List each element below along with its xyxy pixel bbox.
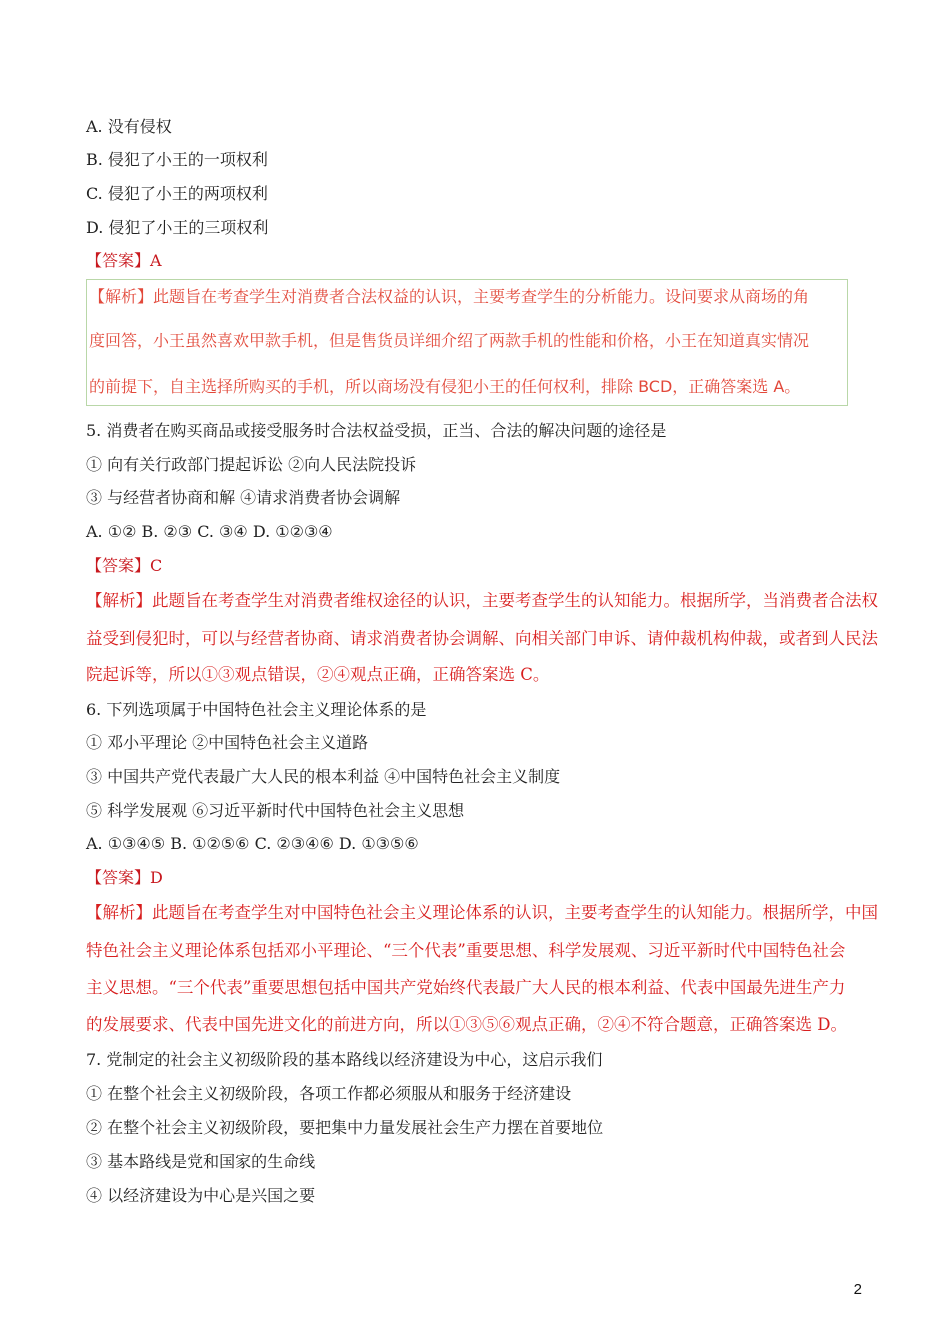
- q4-explanation-line: 【解析】此题旨在考查学生对消费者合法权益的认识，主要考查学生的分析能力。设问要求从商场的角: [89, 287, 810, 306]
- q6-options: A. ①③④⑤ B. ①②⑤⑥ C. ②③④⑥ D. ①③⑤⑥: [86, 834, 419, 853]
- q7-item: ② 在整个社会主义初级阶段，要把集中力量发展社会生产力摆在首要地位: [86, 1118, 604, 1137]
- q4-option-c: C. 侵犯了小王的两项权利: [86, 184, 268, 203]
- q7-item: ③ 基本路线是党和国家的生命线: [86, 1152, 316, 1171]
- q5-item: ③ 与经营者协商和解 ④请求消费者协会调解: [86, 488, 401, 507]
- q5-answer: 【答案】C: [86, 556, 163, 575]
- q4-option-a: A. 没有侵权: [86, 117, 172, 136]
- q6-item: ⑤ 科学发展观 ⑥习近平新时代中国特色社会主义思想: [86, 801, 465, 820]
- q4-explanation-line: 的前提下，自主选择所购买的手机，所以商场没有侵犯小王的任何权利，排除 BCD，正确答案选 A。: [89, 377, 801, 396]
- q6-explanation-line: 【解析】此题旨在考查学生对中国特色社会主义理论体系的认识，主要考查学生的认知能力。根据所学，中国: [86, 903, 878, 922]
- q6-explanation-line: 主义思想。“三个代表”重要思想包括中国共产党始终代表最广大人民的根本利益、代表中国最先进生产力: [86, 978, 846, 997]
- q4-option-d: D. 侵犯了小王的三项权利: [86, 218, 269, 237]
- q5-explanation-line: 益受到侵犯时，可以与经营者协商、请求消费者协会调解、向相关部门申诉、请仲裁机构仲裁，或者到人民法: [86, 629, 878, 648]
- q4-explanation-box: [86, 279, 848, 406]
- q6-stem: 6. 下列选项属于中国特色社会主义理论体系的是: [86, 700, 427, 719]
- q6-explanation-line: 特色社会主义理论体系包括邓小平理论、“三个代表”重要思想、科学发展观、习近平新时代中国特色社会: [86, 941, 846, 960]
- q6-answer: 【答案】D: [86, 868, 163, 887]
- q6-explanation-line: 的发展要求、代表中国先进文化的前进方向，所以①③⑤⑥观点正确，②④不符合题意，正确答案选 D。: [86, 1015, 847, 1034]
- q5-stem: 5. 消费者在购买商品或接受服务时合法权益受损，正当、合法的解决问题的途径是: [86, 421, 667, 440]
- q7-stem: 7. 党制定的社会主义初级阶段的基本路线以经济建设为中心，这启示我们: [86, 1050, 603, 1069]
- q6-item: ③ 中国共产党代表最广大人民的根本利益 ④中国特色社会主义制度: [86, 767, 561, 786]
- q4-option-b: B. 侵犯了小王的一项权利: [86, 150, 268, 169]
- q5-item: ① 向有关行政部门提起诉讼 ②向人民法院投诉: [86, 455, 417, 474]
- q4-explanation-line: 度回答，小王虽然喜欢甲款手机，但是售货员详细介绍了两款手机的性能和价格，小王在知道真实情况: [89, 331, 810, 350]
- q7-item: ① 在整个社会主义初级阶段，各项工作都必须服从和服务于经济建设: [86, 1084, 572, 1103]
- q5-explanation-line: 【解析】此题旨在考查学生对消费者维权途径的认识，主要考查学生的认知能力。根据所学，当消费者合法权: [86, 591, 878, 610]
- q7-item: ④ 以经济建设为中心是兴国之要: [86, 1186, 316, 1205]
- q5-explanation-line: 院起诉等，所以①③观点错误，②④观点正确，正确答案选 C。: [86, 665, 550, 684]
- page-number: 2: [853, 1281, 862, 1298]
- q5-options: A. ①② B. ②③ C. ③④ D. ①②③④: [86, 522, 333, 541]
- q4-answer: 【答案】A: [86, 251, 162, 270]
- q6-item: ① 邓小平理论 ②中国特色社会主义道路: [86, 733, 369, 752]
